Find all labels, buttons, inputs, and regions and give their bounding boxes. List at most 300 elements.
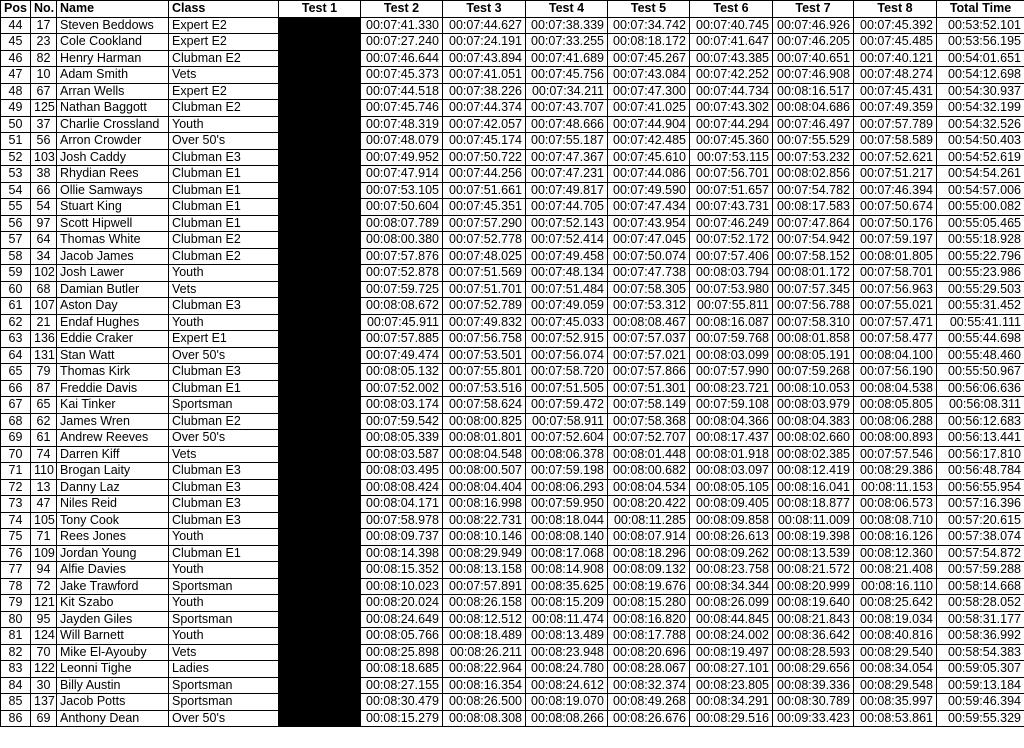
rider-number-cell: 54: [31, 199, 57, 216]
test-5-cell: 00:07:53.312: [608, 298, 690, 315]
test-7-cell: 00:08:05.191: [773, 347, 854, 364]
test-2-cell: 00:07:57.876: [361, 248, 443, 265]
rider-number-cell: 137: [31, 694, 57, 711]
pos-cell: 54: [1, 182, 31, 199]
test-5-cell: 00:07:45.267: [608, 50, 690, 67]
test-6-cell: 00:08:01.918: [690, 446, 773, 463]
test-5-cell: 00:07:45.610: [608, 149, 690, 166]
pos-cell: 56: [1, 215, 31, 232]
class-cell: Youth: [169, 595, 279, 612]
test-8-cell: 00:07:50.674: [854, 199, 937, 216]
test-1-cell: [279, 562, 361, 579]
table-row: [1, 34, 1024, 51]
test-8-cell: 00:08:12.360: [854, 545, 937, 562]
pos-cell: 78: [1, 578, 31, 595]
test-7-cell: 00:08:39.336: [773, 677, 854, 694]
test-6-cell: 00:07:52.172: [690, 232, 773, 249]
test-2-cell: 00:08:15.279: [361, 710, 443, 727]
test-7-cell: 00:08:16.041: [773, 479, 854, 496]
rider-number-cell: 67: [31, 83, 57, 100]
table-row: [1, 562, 1024, 579]
test-5-cell: 00:08:04.534: [608, 479, 690, 496]
pos-cell: 51: [1, 133, 31, 150]
total-time-cell: 00:58:28.052: [937, 595, 1024, 612]
test-2-cell: 00:08:10.023: [361, 578, 443, 595]
test-2-cell: 00:08:03.495: [361, 463, 443, 480]
total-time-cell: 00:54:54.261: [937, 166, 1024, 183]
table-row: [1, 166, 1024, 183]
table-row: [1, 149, 1024, 166]
test-6-cell: 00:08:09.858: [690, 512, 773, 529]
table-row: [1, 463, 1024, 480]
pos-cell: 61: [1, 298, 31, 315]
pos-cell: 63: [1, 331, 31, 348]
test-3-cell: 00:08:18.489: [443, 628, 526, 645]
total-time-cell: 00:55:48.460: [937, 347, 1024, 364]
table-row: [1, 628, 1024, 645]
test-6-cell: 00:08:09.405: [690, 496, 773, 513]
rider-name-cell: Niles Reid: [57, 496, 169, 513]
class-cell: Clubman E1: [169, 166, 279, 183]
test-1-cell: [279, 347, 361, 364]
test-6-cell: 00:07:41.647: [690, 34, 773, 51]
total-time-cell: 00:56:17.810: [937, 446, 1024, 463]
rider-name-cell: Arron Crowder: [57, 133, 169, 150]
test-3-cell: 00:07:51.569: [443, 265, 526, 282]
table-row: [1, 314, 1024, 331]
table-row: [1, 512, 1024, 529]
pos-cell: 76: [1, 545, 31, 562]
test-4-cell: 00:07:48.134: [526, 265, 608, 282]
test-4-cell: 00:07:52.915: [526, 331, 608, 348]
test-2-cell: 00:08:18.685: [361, 661, 443, 678]
test-2-cell: 00:08:04.171: [361, 496, 443, 513]
test-4-cell: 00:08:17.068: [526, 545, 608, 562]
test-7-cell: 00:08:19.640: [773, 595, 854, 612]
pos-cell: 66: [1, 380, 31, 397]
test-1-cell: [279, 116, 361, 133]
test-6-cell: 00:07:53.980: [690, 281, 773, 298]
class-cell: Clubman E1: [169, 182, 279, 199]
header-class: Class: [169, 1, 279, 18]
pos-cell: 77: [1, 562, 31, 579]
test-3-cell: 00:07:53.501: [443, 347, 526, 364]
test-6-cell: 00:08:44.845: [690, 611, 773, 628]
table-row: [1, 215, 1024, 232]
test-7-cell: 00:07:46.205: [773, 34, 854, 51]
test-4-cell: 00:08:19.070: [526, 694, 608, 711]
table-row: [1, 611, 1024, 628]
test-8-cell: 00:08:40.816: [854, 628, 937, 645]
rider-number-cell: 107: [31, 298, 57, 315]
pos-cell: 45: [1, 34, 31, 51]
rider-name-cell: Steven Beddows: [57, 17, 169, 34]
rider-number-cell: 61: [31, 430, 57, 447]
test-7-cell: 00:08:29.656: [773, 661, 854, 678]
rider-number-cell: 13: [31, 479, 57, 496]
class-cell: Expert E2: [169, 83, 279, 100]
test-8-cell: 00:08:16.110: [854, 578, 937, 595]
rider-number-cell: 121: [31, 595, 57, 612]
test-5-cell: 00:08:11.285: [608, 512, 690, 529]
test-4-cell: 00:07:43.707: [526, 100, 608, 117]
test-7-cell: 00:08:04.383: [773, 413, 854, 430]
test-2-cell: 00:07:57.885: [361, 331, 443, 348]
class-cell: Clubman E1: [169, 380, 279, 397]
test-2-cell: 00:08:24.649: [361, 611, 443, 628]
test-3-cell: 00:07:57.290: [443, 215, 526, 232]
header-test-5: Test 5: [608, 1, 690, 18]
test-4-cell: 00:08:18.044: [526, 512, 608, 529]
class-cell: Clubman E3: [169, 496, 279, 513]
pos-cell: 84: [1, 677, 31, 694]
test-3-cell: 00:07:38.226: [443, 83, 526, 100]
test-8-cell: 00:07:55.021: [854, 298, 937, 315]
total-time-cell: 00:59:05.307: [937, 661, 1024, 678]
test-6-cell: 00:08:24.002: [690, 628, 773, 645]
test-3-cell: 00:07:52.789: [443, 298, 526, 315]
test-2-cell: 00:08:25.898: [361, 644, 443, 661]
test-5-cell: 00:07:58.149: [608, 397, 690, 414]
test-2-cell: 00:08:30.479: [361, 694, 443, 711]
rider-number-cell: 56: [31, 133, 57, 150]
pos-cell: 72: [1, 479, 31, 496]
class-cell: Vets: [169, 644, 279, 661]
test-2-cell: 00:08:09.737: [361, 529, 443, 546]
test-1-cell: [279, 479, 361, 496]
test-1-cell: [279, 661, 361, 678]
test-1-cell: [279, 67, 361, 84]
rider-number-cell: 65: [31, 397, 57, 414]
test-1-cell: [279, 182, 361, 199]
test-5-cell: 00:07:47.045: [608, 232, 690, 249]
class-cell: Clubman E2: [169, 50, 279, 67]
test-4-cell: 00:07:49.817: [526, 182, 608, 199]
test-7-cell: 00:07:55.529: [773, 133, 854, 150]
rider-name-cell: Kai Tinker: [57, 397, 169, 414]
test-6-cell: 00:07:44.734: [690, 83, 773, 100]
pos-cell: 57: [1, 232, 31, 249]
test-5-cell: 00:07:50.074: [608, 248, 690, 265]
header-test-1: Test 1: [279, 1, 361, 18]
test-6-cell: 00:07:57.990: [690, 364, 773, 381]
test-4-cell: 00:07:56.074: [526, 347, 608, 364]
table-row: [1, 199, 1024, 216]
test-5-cell: 00:07:51.301: [608, 380, 690, 397]
rider-number-cell: 110: [31, 463, 57, 480]
test-8-cell: 00:07:57.471: [854, 314, 937, 331]
test-8-cell: 00:08:01.805: [854, 248, 937, 265]
test-7-cell: 00:08:13.539: [773, 545, 854, 562]
test-1-cell: [279, 694, 361, 711]
test-1-cell: [279, 463, 361, 480]
rider-name-cell: Leonni Tighe: [57, 661, 169, 678]
test-1-cell: [279, 595, 361, 612]
total-time-cell: 00:56:12.683: [937, 413, 1024, 430]
test-2-cell: 00:08:08.672: [361, 298, 443, 315]
test-1-cell: [279, 83, 361, 100]
test-3-cell: 00:07:48.025: [443, 248, 526, 265]
total-time-cell: 00:56:06.636: [937, 380, 1024, 397]
test-3-cell: 00:08:26.158: [443, 595, 526, 612]
test-4-cell: 00:08:24.612: [526, 677, 608, 694]
rider-number-cell: 30: [31, 677, 57, 694]
table-row: [1, 17, 1024, 34]
test-8-cell: 00:08:05.805: [854, 397, 937, 414]
test-6-cell: 00:08:23.758: [690, 562, 773, 579]
test-8-cell: 00:07:56.963: [854, 281, 937, 298]
test-3-cell: 00:08:16.998: [443, 496, 526, 513]
test-3-cell: 00:07:51.661: [443, 182, 526, 199]
test-6-cell: 00:07:42.252: [690, 67, 773, 84]
class-cell: Expert E1: [169, 331, 279, 348]
rider-name-cell: Damian Butler: [57, 281, 169, 298]
test-1-cell: [279, 100, 361, 117]
test-8-cell: 00:07:49.359: [854, 100, 937, 117]
test-7-cell: 00:08:19.398: [773, 529, 854, 546]
pos-cell: 73: [1, 496, 31, 513]
test-8-cell: 00:08:34.054: [854, 661, 937, 678]
test-1-cell: [279, 611, 361, 628]
test-2-cell: 00:07:49.474: [361, 347, 443, 364]
test-4-cell: 00:07:34.211: [526, 83, 608, 100]
test-8-cell: 00:07:46.394: [854, 182, 937, 199]
test-3-cell: 00:07:49.832: [443, 314, 526, 331]
total-time-cell: 00:55:18.928: [937, 232, 1024, 249]
header-test-3: Test 3: [443, 1, 526, 18]
rider-name-cell: Brogan Laity: [57, 463, 169, 480]
test-4-cell: 00:07:44.705: [526, 199, 608, 216]
test-1-cell: [279, 17, 361, 34]
rider-number-cell: 74: [31, 446, 57, 463]
rider-number-cell: 87: [31, 380, 57, 397]
rider-name-cell: Henry Harman: [57, 50, 169, 67]
test-3-cell: 00:07:42.057: [443, 116, 526, 133]
test-3-cell: 00:07:55.801: [443, 364, 526, 381]
pos-cell: 70: [1, 446, 31, 463]
test-1-cell: [279, 149, 361, 166]
test-4-cell: 00:08:06.293: [526, 479, 608, 496]
total-time-cell: 00:59:55.329: [937, 710, 1024, 727]
test-2-cell: 00:08:05.132: [361, 364, 443, 381]
pos-cell: 59: [1, 265, 31, 282]
pos-cell: 55: [1, 199, 31, 216]
test-1-cell: [279, 380, 361, 397]
test-6-cell: 00:08:34.344: [690, 578, 773, 595]
header-test-4: Test 4: [526, 1, 608, 18]
test-5-cell: 00:07:47.300: [608, 83, 690, 100]
test-5-cell: 00:07:49.590: [608, 182, 690, 199]
test-5-cell: 00:07:58.305: [608, 281, 690, 298]
total-time-cell: 00:56:13.441: [937, 430, 1024, 447]
total-time-cell: 00:56:08.311: [937, 397, 1024, 414]
test-1-cell: [279, 248, 361, 265]
table-row: [1, 529, 1024, 546]
test-3-cell: 00:07:24.191: [443, 34, 526, 51]
test-7-cell: 00:07:54.942: [773, 232, 854, 249]
test-6-cell: 00:08:19.497: [690, 644, 773, 661]
test-7-cell: 00:08:36.642: [773, 628, 854, 645]
class-cell: Sportsman: [169, 611, 279, 628]
class-cell: Clubman E3: [169, 463, 279, 480]
test-3-cell: 00:07:51.701: [443, 281, 526, 298]
test-3-cell: 00:07:41.051: [443, 67, 526, 84]
rider-name-cell: Rhydian Rees: [57, 166, 169, 183]
class-cell: Over 50's: [169, 347, 279, 364]
rider-name-cell: James Wren: [57, 413, 169, 430]
pos-cell: 44: [1, 17, 31, 34]
test-7-cell: 00:07:46.908: [773, 67, 854, 84]
test-1-cell: [279, 215, 361, 232]
test-6-cell: 00:08:29.516: [690, 710, 773, 727]
test-3-cell: 00:08:10.146: [443, 529, 526, 546]
test-4-cell: 00:08:14.908: [526, 562, 608, 579]
test-4-cell: 00:07:59.950: [526, 496, 608, 513]
test-8-cell: 00:08:21.408: [854, 562, 937, 579]
rider-number-cell: 34: [31, 248, 57, 265]
test-5-cell: 00:08:20.422: [608, 496, 690, 513]
test-5-cell: 00:07:44.086: [608, 166, 690, 183]
total-time-cell: 00:54:30.937: [937, 83, 1024, 100]
test-4-cell: 00:07:58.911: [526, 413, 608, 430]
rider-number-cell: 122: [31, 661, 57, 678]
test-7-cell: 00:08:11.009: [773, 512, 854, 529]
test-7-cell: 00:08:12.419: [773, 463, 854, 480]
test-7-cell: 00:08:04.686: [773, 100, 854, 117]
pos-cell: 85: [1, 694, 31, 711]
total-time-cell: 00:54:50.403: [937, 133, 1024, 150]
total-time-cell: 00:54:57.006: [937, 182, 1024, 199]
table-row: [1, 413, 1024, 430]
class-cell: Clubman E3: [169, 298, 279, 315]
test-1-cell: [279, 331, 361, 348]
test-3-cell: 00:07:57.891: [443, 578, 526, 595]
header-test-6: Test 6: [690, 1, 773, 18]
test-4-cell: 00:07:52.414: [526, 232, 608, 249]
test-4-cell: 00:07:52.143: [526, 215, 608, 232]
test-3-cell: 00:07:58.624: [443, 397, 526, 414]
test-8-cell: 00:08:19.034: [854, 611, 937, 628]
header-no: No.: [31, 1, 57, 18]
rider-name-cell: Charlie Crossland: [57, 116, 169, 133]
class-cell: Clubman E2: [169, 100, 279, 117]
test-6-cell: 00:08:03.099: [690, 347, 773, 364]
class-cell: Vets: [169, 67, 279, 84]
table-row: [1, 347, 1024, 364]
test-3-cell: 00:08:00.825: [443, 413, 526, 430]
test-3-cell: 00:07:44.627: [443, 17, 526, 34]
rider-number-cell: 71: [31, 529, 57, 546]
test-1-cell: [279, 644, 361, 661]
test-5-cell: 00:07:34.742: [608, 17, 690, 34]
rider-name-cell: Jacob Potts: [57, 694, 169, 711]
test-3-cell: 00:07:45.174: [443, 133, 526, 150]
test-4-cell: 00:07:59.198: [526, 463, 608, 480]
total-time-cell: 00:53:52.101: [937, 17, 1024, 34]
test-1-cell: [279, 364, 361, 381]
test-3-cell: 00:07:45.351: [443, 199, 526, 216]
test-1-cell: [279, 133, 361, 150]
table-row: [1, 595, 1024, 612]
test-1-cell: [279, 397, 361, 414]
table-row: [1, 331, 1024, 348]
test-7-cell: 00:08:16.517: [773, 83, 854, 100]
test-1-cell: [279, 496, 361, 513]
test-2-cell: 00:08:03.587: [361, 446, 443, 463]
table-row: [1, 496, 1024, 513]
test-8-cell: 00:07:59.197: [854, 232, 937, 249]
test-6-cell: 00:08:03.097: [690, 463, 773, 480]
rider-number-cell: 37: [31, 116, 57, 133]
test-7-cell: 00:07:58.152: [773, 248, 854, 265]
test-7-cell: 00:08:03.979: [773, 397, 854, 414]
test-4-cell: 00:07:45.033: [526, 314, 608, 331]
test-2-cell: 00:07:58.978: [361, 512, 443, 529]
table-row: [1, 364, 1024, 381]
test-6-cell: 00:07:56.701: [690, 166, 773, 183]
rider-name-cell: Jacob James: [57, 248, 169, 265]
rider-number-cell: 23: [31, 34, 57, 51]
total-time-cell: 00:58:36.992: [937, 628, 1024, 645]
test-4-cell: 00:07:58.720: [526, 364, 608, 381]
test-3-cell: 00:08:22.964: [443, 661, 526, 678]
test-1-cell: [279, 710, 361, 727]
test-6-cell: 00:07:45.360: [690, 133, 773, 150]
total-time-cell: 00:55:44.698: [937, 331, 1024, 348]
rider-number-cell: 97: [31, 215, 57, 232]
pos-cell: 69: [1, 430, 31, 447]
pos-cell: 62: [1, 314, 31, 331]
test-4-cell: 00:08:11.474: [526, 611, 608, 628]
test-2-cell: 00:07:44.518: [361, 83, 443, 100]
pos-cell: 49: [1, 100, 31, 117]
test-3-cell: 00:08:01.801: [443, 430, 526, 447]
test-5-cell: 00:07:47.434: [608, 199, 690, 216]
test-4-cell: 00:07:47.231: [526, 166, 608, 183]
rider-number-cell: 95: [31, 611, 57, 628]
table-row: [1, 298, 1024, 315]
test-8-cell: 00:07:56.190: [854, 364, 937, 381]
test-2-cell: 00:08:07.789: [361, 215, 443, 232]
test-3-cell: 00:08:04.404: [443, 479, 526, 496]
rider-number-cell: 21: [31, 314, 57, 331]
test-5-cell: 00:08:20.696: [608, 644, 690, 661]
class-cell: Sportsman: [169, 578, 279, 595]
rider-name-cell: Stan Watt: [57, 347, 169, 364]
test-1-cell: [279, 50, 361, 67]
rider-number-cell: 124: [31, 628, 57, 645]
class-cell: Clubman E1: [169, 199, 279, 216]
class-cell: Clubman E2: [169, 232, 279, 249]
test-2-cell: 00:08:20.024: [361, 595, 443, 612]
table-row: [1, 644, 1024, 661]
test-7-cell: 00:08:28.593: [773, 644, 854, 661]
test-1-cell: [279, 232, 361, 249]
total-time-cell: 00:57:38.074: [937, 529, 1024, 546]
test-8-cell: 00:08:04.100: [854, 347, 937, 364]
header-name: Name: [57, 1, 169, 18]
test-2-cell: 00:07:45.373: [361, 67, 443, 84]
rider-number-cell: 136: [31, 331, 57, 348]
test-3-cell: 00:08:16.354: [443, 677, 526, 694]
rider-name-cell: Jayden Giles: [57, 611, 169, 628]
test-6-cell: 00:07:43.302: [690, 100, 773, 117]
class-cell: Over 50's: [169, 430, 279, 447]
test-7-cell: 00:07:58.310: [773, 314, 854, 331]
table-row: [1, 677, 1024, 694]
rider-number-cell: 102: [31, 265, 57, 282]
test-1-cell: [279, 446, 361, 463]
